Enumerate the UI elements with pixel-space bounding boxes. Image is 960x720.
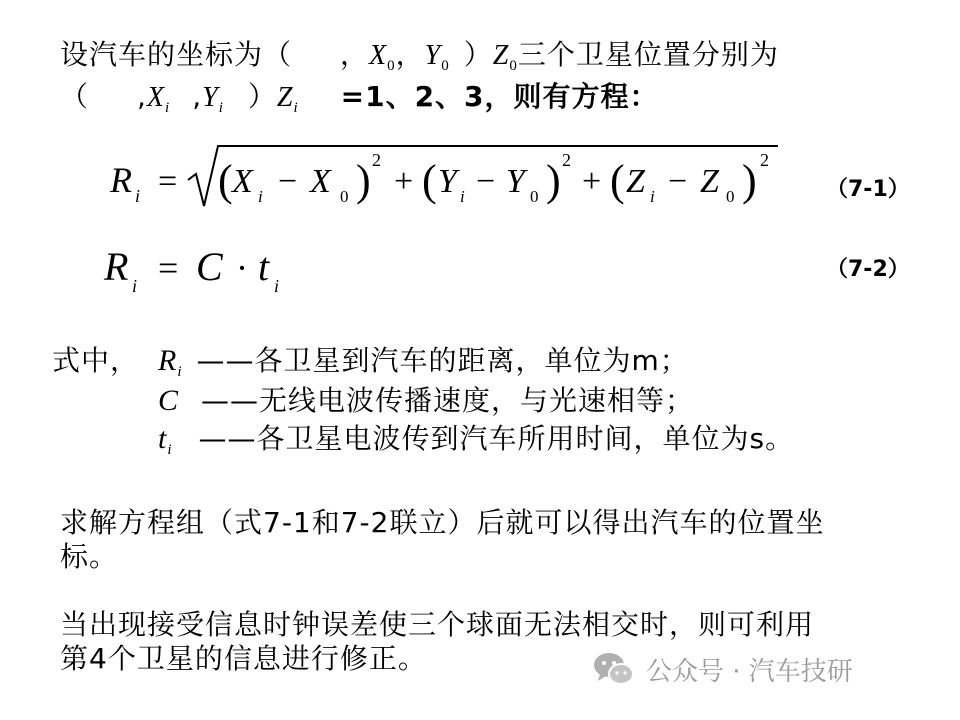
eq1-lhs: R bbox=[110, 160, 132, 200]
svg-text:−: − bbox=[476, 163, 496, 200]
svg-text:·: · bbox=[236, 248, 248, 288]
wechat-icon bbox=[592, 650, 636, 688]
svg-text:X: X bbox=[310, 163, 331, 200]
svg-text:C: C bbox=[196, 244, 223, 289]
svg-text:0: 0 bbox=[530, 187, 539, 206]
comma: ， bbox=[340, 38, 370, 71]
intro-line-2-suffix: =1、2、3，则有方程： bbox=[340, 80, 659, 113]
svg-text:): ) bbox=[356, 156, 371, 205]
svg-text:): ) bbox=[546, 156, 561, 205]
svg-text:): ) bbox=[742, 156, 757, 205]
svg-text:(: ( bbox=[422, 156, 437, 205]
x0-symbol: $X_0$ bbox=[369, 40, 396, 74]
yi-symbol: $Y_i$ bbox=[202, 82, 224, 116]
xi-symbol: $X_i$ bbox=[146, 82, 171, 116]
svg-text:i: i bbox=[132, 276, 138, 296]
svg-text:i: i bbox=[258, 187, 263, 206]
legend-item-t: $t_i$ ——各卫星电波传到汽车所用时间，单位为s。 bbox=[158, 422, 795, 458]
svg-text:2: 2 bbox=[562, 150, 571, 170]
svg-text:(: ( bbox=[610, 156, 625, 205]
equation-7-1 bbox=[100, 140, 800, 220]
svg-text:Z: Z bbox=[626, 163, 645, 200]
zi-symbol: $Z_i$ bbox=[276, 82, 299, 116]
legend-item-c: C ——无线电波传播速度，与光速相等； bbox=[158, 384, 695, 417]
svg-text:+: + bbox=[394, 163, 414, 200]
svg-text:−: − bbox=[278, 163, 298, 200]
equation-number-7-2: （7-2） bbox=[826, 257, 910, 282]
equation-number-7-1: （7-1） bbox=[826, 177, 910, 202]
legend-item-r: $R_i$ ——各卫星到汽车的距离，单位为m； bbox=[158, 344, 689, 380]
intro-line-2: （ $,X_i$ $,Y_i$ ）$Z_i =1$、2、3，则有方程： bbox=[60, 80, 659, 116]
y0-symbol: $Y_0$ bbox=[424, 40, 450, 74]
svg-text:=: = bbox=[158, 163, 178, 200]
svg-text:Y: Y bbox=[438, 163, 457, 200]
svg-text:2: 2 bbox=[372, 150, 381, 170]
svg-text:0: 0 bbox=[726, 187, 735, 206]
svg-text:i: i bbox=[135, 186, 141, 206]
svg-text:Z: Z bbox=[700, 163, 719, 200]
svg-text:Y: Y bbox=[506, 163, 525, 200]
intro-suffix: 三个卫星位置分别为 bbox=[517, 38, 779, 71]
intro-prefix: 设汽车的坐标为（ bbox=[60, 38, 293, 71]
svg-text:i: i bbox=[460, 187, 465, 206]
paragraph-solve: 求解方程组（式7-1和7-2联立）后就可以得出汽车的位置坐 标。 bbox=[60, 506, 825, 573]
svg-text:+: + bbox=[582, 163, 602, 200]
svg-text:t: t bbox=[258, 244, 270, 289]
svg-text:X: X bbox=[232, 163, 253, 200]
close-paren: ） bbox=[463, 38, 493, 71]
equation-7-2 bbox=[100, 236, 360, 306]
svg-text:−: − bbox=[668, 163, 688, 200]
z0-symbol: $Z_0$ bbox=[492, 40, 518, 74]
watermark bbox=[592, 650, 853, 688]
watermark-text: 公众号 · 汽车技研 bbox=[646, 656, 853, 687]
svg-text:0: 0 bbox=[340, 187, 349, 206]
legend-intro: 式中， bbox=[52, 344, 140, 377]
svg-text:R: R bbox=[104, 244, 129, 289]
svg-text:=: = bbox=[158, 248, 179, 288]
svg-text:i: i bbox=[274, 276, 280, 296]
svg-text:i: i bbox=[650, 187, 655, 206]
intro-line-1: 设汽车的坐标为（ ，$X_0$，$Y_0$ ）$Z_0$三个卫星位置分别为 bbox=[60, 38, 779, 74]
svg-text:(: ( bbox=[218, 156, 233, 205]
svg-text:2: 2 bbox=[760, 150, 769, 170]
paragraph-correction: 当出现接受信息时钟误差使三个球面无法相交时，则可利用 第4个卫星的信息进行修正。 bbox=[60, 608, 815, 675]
